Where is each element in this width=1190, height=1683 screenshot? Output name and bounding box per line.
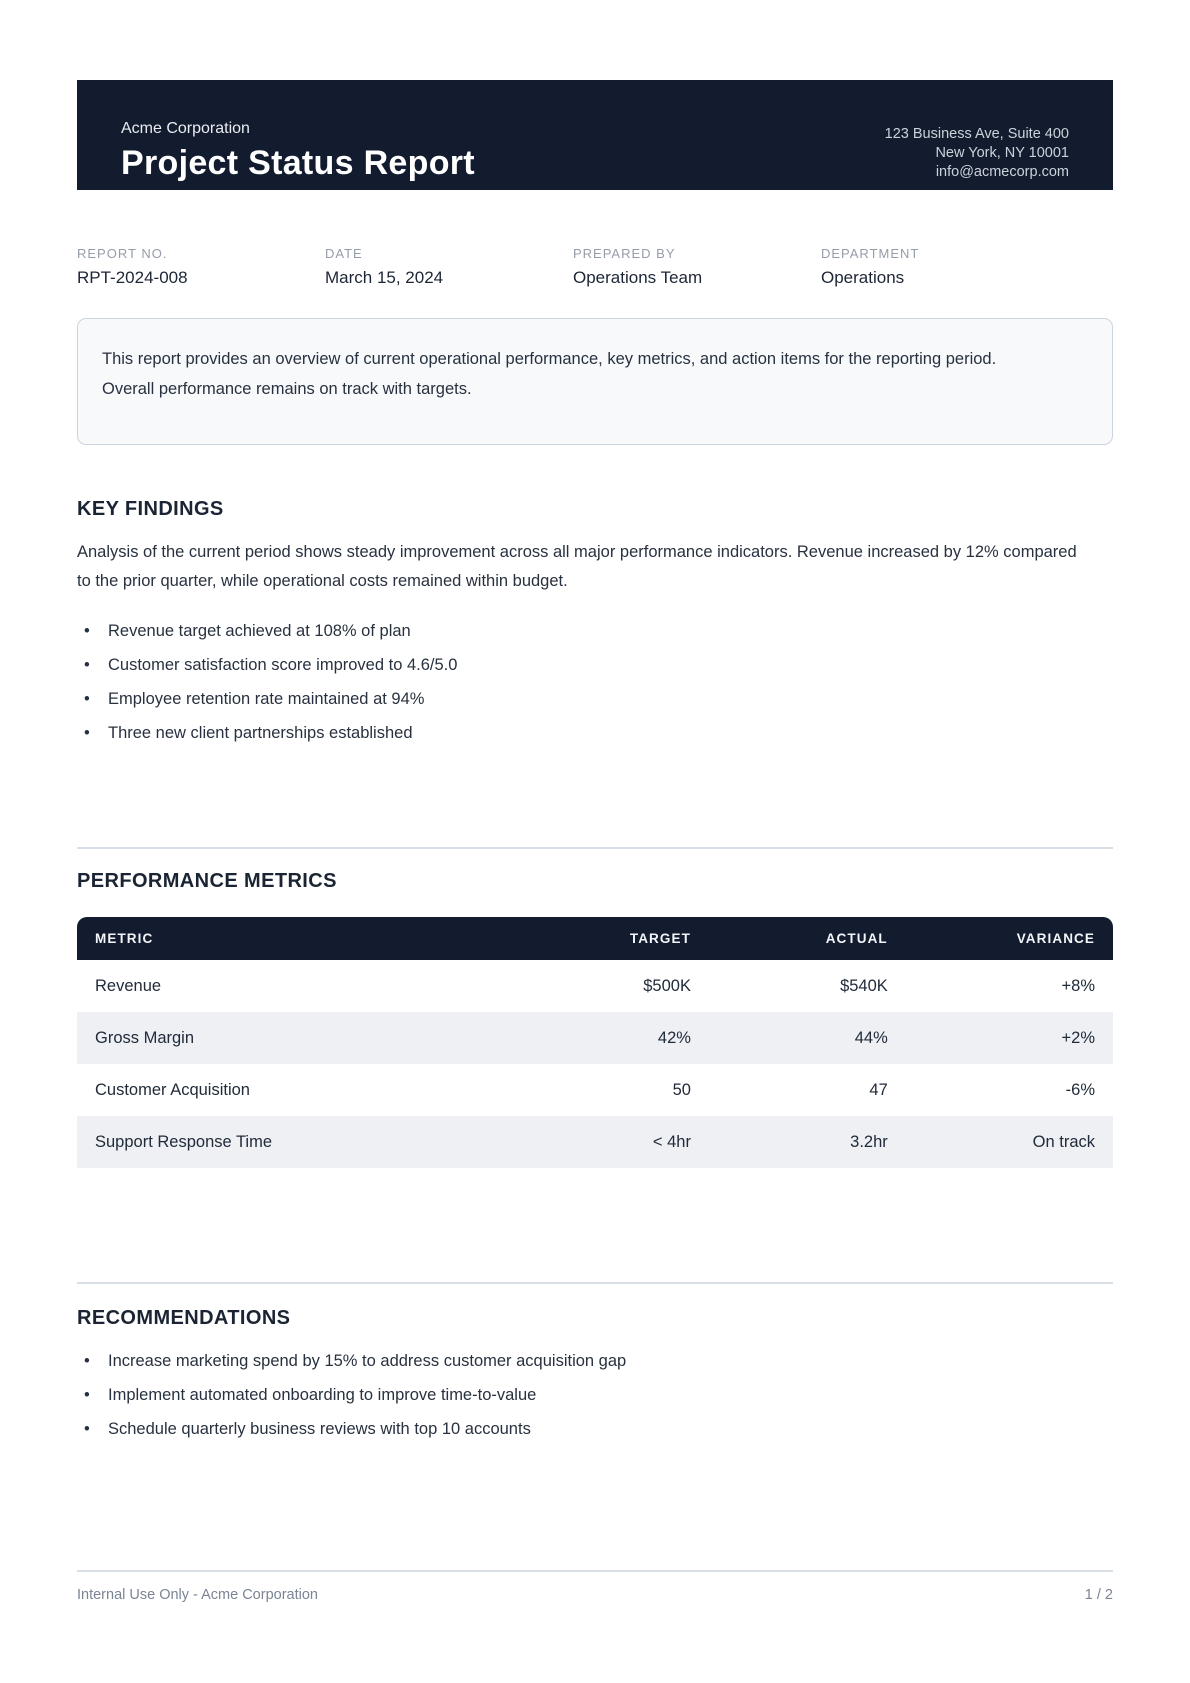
report-meta-row <box>77 246 1113 288</box>
performance-metrics-heading: PERFORMANCE METRICS <box>77 870 337 892</box>
report-title: Project Status Report <box>121 144 475 183</box>
metrics-table <box>77 917 1113 1168</box>
key-findings-heading: KEY FINDINGS <box>77 498 224 520</box>
table-row <box>77 960 1113 1012</box>
cell-actual: $540K <box>840 976 888 995</box>
header-address-block <box>885 80 1069 190</box>
recommendations-heading: RECOMMENDATIONS <box>77 1307 291 1329</box>
summary-text: This report provides an overview of current operational performance, key metrics, and action items for the reporting period. Overall performance remains on track with targets. <box>102 350 997 398</box>
page-number: 1 / 2 <box>1084 1587 1113 1603</box>
meta-item-report-no <box>77 246 325 288</box>
header-brand-block <box>121 120 475 190</box>
list-item-text: Customer satisfaction score improved to 4.6/5.0 <box>108 656 458 674</box>
table-header-row <box>77 917 1113 960</box>
cell-actual: 47 <box>869 1080 888 1099</box>
table-row <box>77 1116 1113 1168</box>
cell-actual: 3.2hr <box>850 1132 888 1151</box>
recommendations-list <box>77 1352 1113 1439</box>
report-footer <box>77 1570 1113 1603</box>
meta-value: Operations <box>821 268 905 287</box>
list-item <box>77 1352 1113 1371</box>
key-findings-list <box>77 622 1113 743</box>
cell-target: 42% <box>657 1028 691 1047</box>
column-header-variance: VARIANCE <box>906 917 1113 960</box>
report-header <box>77 80 1113 190</box>
cell-target: < 4hr <box>652 1132 691 1151</box>
cell-actual: 44% <box>854 1028 888 1047</box>
key-findings-paragraph: Analysis of the current period shows steady improvement across all major performance indicators. Revenue increased by 12% compared to the prior quarter, while operational costs remained within budget. <box>77 543 1077 590</box>
column-header-actual: ACTUAL <box>709 917 906 960</box>
bullet-icon: • <box>84 622 90 640</box>
bullet-icon: • <box>84 1386 90 1404</box>
cell-metric: Gross Margin <box>95 1028 195 1047</box>
company-name: Acme Corporation <box>121 120 250 138</box>
cell-metric: Support Response Time <box>95 1132 273 1151</box>
address-line: 123 Business Ave, Suite 400 <box>884 126 1069 142</box>
section-divider <box>77 1282 1113 1284</box>
section-divider <box>77 847 1113 849</box>
bullet-icon: • <box>84 656 90 674</box>
list-item-text: Increase marketing spend by 15% to address customer acquisition gap <box>108 1352 627 1370</box>
list-item <box>77 690 1113 709</box>
cell-variance: -6% <box>1065 1080 1095 1099</box>
meta-label: REPORT NO. <box>77 246 168 261</box>
address-line: New York, NY 10001 <box>935 145 1069 161</box>
cell-target: 50 <box>672 1080 691 1099</box>
meta-value: March 15, 2024 <box>325 268 444 287</box>
list-item <box>77 1386 1113 1405</box>
cell-metric: Customer Acquisition <box>95 1080 250 1099</box>
column-header-target: TARGET <box>533 917 709 960</box>
cell-variance: +2% <box>1061 1028 1095 1047</box>
meta-item-date <box>325 246 573 288</box>
meta-label: PREPARED BY <box>573 246 676 261</box>
meta-item-department <box>821 246 1113 288</box>
list-item <box>77 656 1113 675</box>
bullet-icon: • <box>84 690 90 708</box>
footer-confidentiality-text: Internal Use Only - Acme Corporation <box>77 1587 318 1603</box>
column-header-metric: METRIC <box>77 917 533 960</box>
bullet-icon: • <box>84 1420 90 1438</box>
list-item <box>77 622 1113 641</box>
list-item-text: Implement automated onboarding to improve time-to-value <box>108 1386 537 1404</box>
cell-metric: Revenue <box>95 976 162 995</box>
cell-target: $500K <box>643 976 691 995</box>
meta-label: DATE <box>325 246 363 261</box>
meta-value: RPT-2024-008 <box>77 268 188 287</box>
list-item-text: Schedule quarterly business reviews with top 10 accounts <box>108 1420 531 1438</box>
meta-label: DEPARTMENT <box>821 246 920 261</box>
list-item <box>77 724 1113 743</box>
summary-box <box>77 318 1113 445</box>
list-item-text: Three new client partnerships established <box>108 724 413 742</box>
table-row <box>77 1064 1113 1116</box>
meta-item-prepared-by <box>573 246 821 288</box>
meta-value: Operations Team <box>573 268 703 287</box>
bullet-icon: • <box>84 724 90 742</box>
address-email: info@acmecorp.com <box>935 164 1069 180</box>
cell-variance: +8% <box>1061 976 1095 995</box>
bullet-icon: • <box>84 1352 90 1370</box>
table-row <box>77 1012 1113 1064</box>
list-item-text: Revenue target achieved at 108% of plan <box>108 622 411 640</box>
list-item-text: Employee retention rate maintained at 94% <box>108 690 425 708</box>
list-item <box>77 1420 1113 1439</box>
cell-variance: On track <box>1032 1132 1095 1151</box>
